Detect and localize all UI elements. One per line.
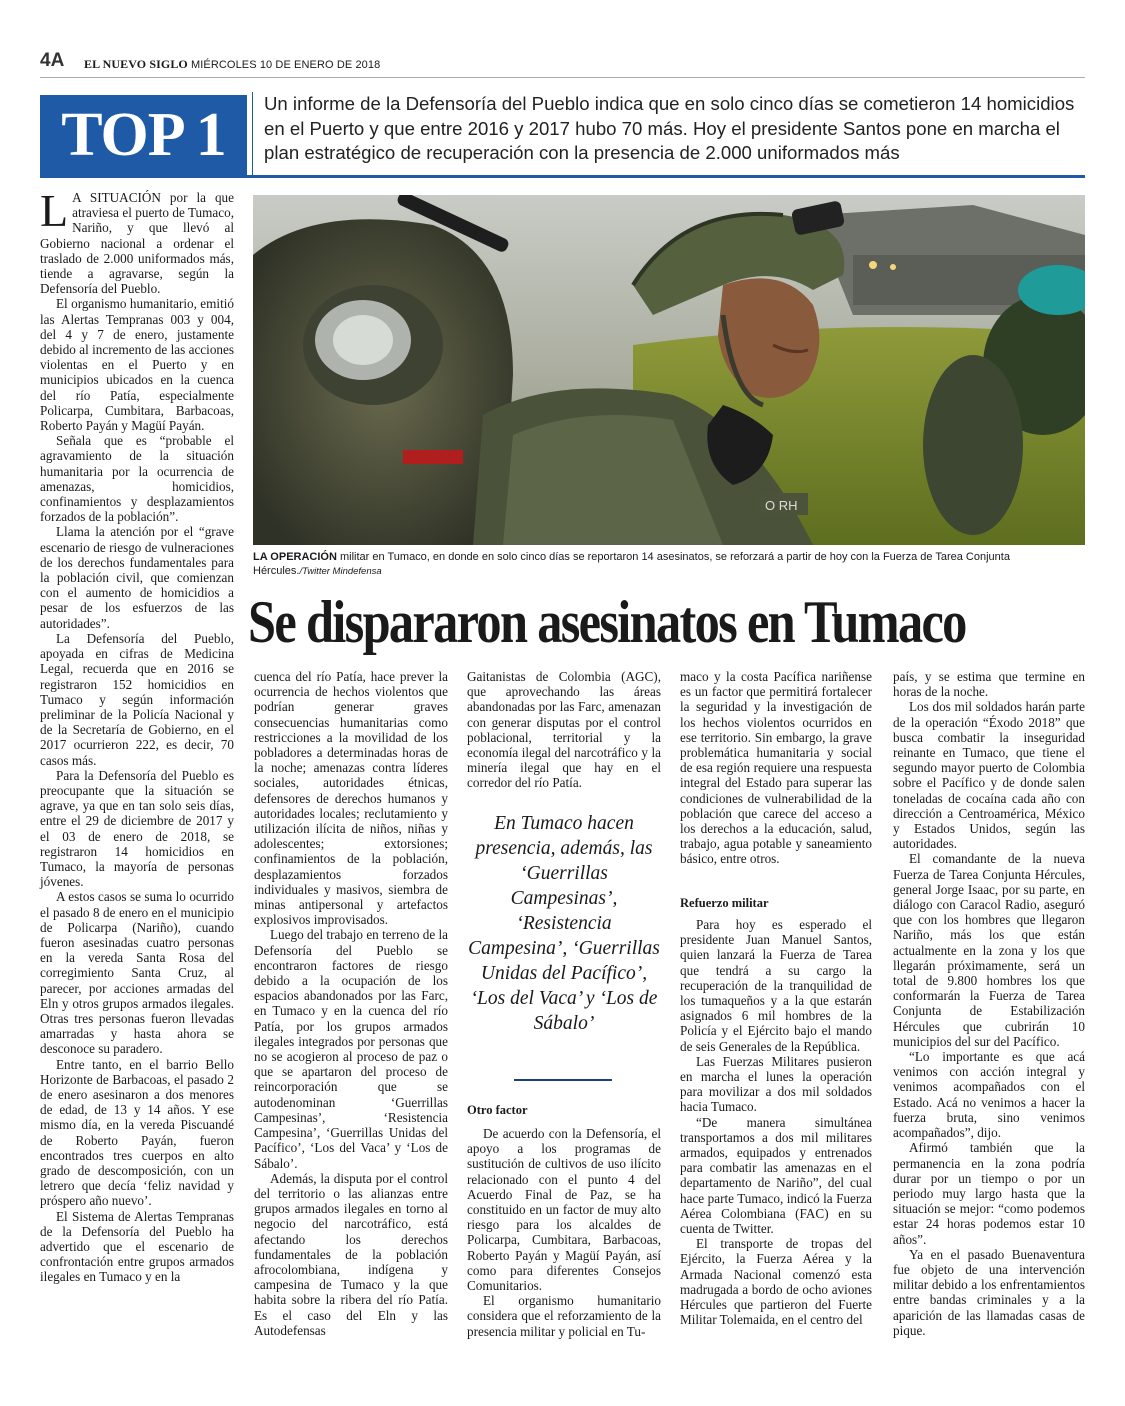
issue-date: MIÉRCOLES 10 DE ENERO DE 2018 — [190, 59, 381, 71]
paragraph: Señala que es “probable el agravamiento de la situación humanitaria por la ocurrencia de amenazas, homicidios, confinamientos y desplazamientos forzados de la población”. — [40, 433, 234, 525]
paragraph: La Defensoría del Pueblo, apoyada en cifras de Medicina Legal, recuerda que en 2016 se registraron 152 homicidios en Tumaco y según información preliminar de la Policía Nacional y de la Secretaría de Gobierno, en el 2017 ocurrieron 222, es decir, 70 casos más. — [40, 630, 234, 768]
top-badge: TOP 1 — [40, 95, 247, 175]
publication-name: EL NUEVO SIGLO — [84, 57, 188, 71]
subhead-otro-factor: Otro factor — [467, 1103, 528, 1117]
paragraph: El organismo humanitario, emitió las Alertas Tempranas 003 y 004, del 4 y 7 de enero, justamente debido al incremento de las acciones violentas en el Puerto y en municipios ubicados en la cuenca del río Patía, especialmente Policarpa, Cumbitara, Barbacoas, Roberto Payán y Magüí Payán. — [40, 296, 234, 434]
paragraph: A estos casos se suma lo ocurrido el pasado 8 de enero en el municipio de Policarpa (Nariño), cuando fueron asesinadas cuatro personas en la vereda Santa Rosa del corregimiento Santa Cruz, al parecer, por acciones armadas del Eln y otros grupos armados ilegales. Otras tres personas fueron llevadas amarradas y hasta ahora se desconoce su paradero. — [40, 889, 234, 1057]
drop-cap: L — [40, 185, 69, 236]
article-summary: Un informe de la Defensoría del Pueblo indica que en solo cinco días se cometieron 14 homicidios en el Puerto y que entre 2016 y 2017 hubo 70 más. Hoy el presidente Santos pone en marcha el plan estratégico de recuperación con la presencia de 2.000 uniformados más — [264, 93, 1075, 163]
article-photo — [253, 195, 1085, 545]
paragraph: De acuerdo con la Defensoría, el apoyo a los programas de sustitución de cultivos de uso ilícito relacionado con el punto 4 del Acuerdo Final de Paz, se ha constituido en un factor de muy alto riesgo para los alcaldes de Policarpa, Cumbitara, Barbacoas, Roberto Payán y Magüí Payán, así como para diferentes Consejos Comunitarios. — [467, 1126, 661, 1294]
caption-text: militar en Tumaco, en donde en solo cinco días se reportaron 14 asesinatos, se reforzará a partir de hoy con la Fuerza de Tarea Conjunta Hércules. — [253, 551, 1010, 577]
paragraph: maco y la costa Pacífica nariñense es un factor que permitirá fortalecer la seguridad y la investigación de los hechos violentos ocurridos en ese territorio. Sin embargo, la grave problemática humanitaria y social de esa región requiere una respuesta integral del Estado para superar las condiciones de vulnerabilidad de la población que carece del acceso a los derechos a la educación, salud, trabajo, agua potable y saneamiento básico, entre otros. — [680, 669, 872, 867]
paragraph: Las Fuerzas Militares pusieron en marcha el lunes la operación para movilizar a dos mil soldados hacia Tumaco. — [680, 1053, 872, 1115]
pull-quote-rule — [514, 1079, 612, 1081]
masthead — [84, 57, 380, 72]
paragraph: cuenca del río Patía, hace prever la ocurrencia de hechos violentos que podrían generar graves consecuencias humanitarias como restricciones a la movilidad de los pobladores a determinadas horas de la noche; amenazas contra líderes sociales, autoridades étnicas, defensores de derechos humanos y autoridades locales; reclutamiento y utilización ilícita de niños, niñas y adolescentes; extorsiones; confinamientos de la población, desplazamientos forzados individuales y masivos, siembra de minas antipersonal y artefactos explosivos improvisados. — [254, 669, 448, 928]
paragraph: “De manera simultánea transportamos a dos mil militares armados, equipados y entrenados para combatir las amenazas en el departamento de Nariño”, del cual hace parte Tumaco, indicó la Fuerza Aérea Colombiana (FAC) en su cuenta de Twitter. — [680, 1114, 872, 1237]
column-5 — [893, 669, 1085, 1338]
header-rule — [40, 77, 1085, 78]
paragraph: Ya en el pasado Buenaventura fue objeto de una intervención militar debido a los enfrentamientos entre bandas criminales y a la aparición de las llamadas casas de pique. — [893, 1246, 1085, 1338]
top-box-divider — [252, 92, 253, 176]
page-number: 4A — [40, 50, 65, 71]
paragraph: Para la Defensoría del Pueblo es preocupante que la situación se agrave, ya que en tan solo seis días, entre el 29 de diciembre de 2017 y el 03 de enero de 2018, se registraron 14 homicidios en Tumaco, la mayoría de personas jóvenes. — [40, 767, 234, 890]
paragraph: El organismo humanitario considera que el reforzamiento de la presencia militar y policial en Tu- — [467, 1293, 661, 1339]
top-box-rule — [40, 175, 1085, 178]
column-1 — [40, 185, 234, 1285]
photo-caption — [253, 550, 1085, 579]
paragraph: El transporte de tropas del Ejército, la Fuerza Aérea y la Armada Nacional comenzó esta madrugada a bordo de ocho aviones Hércules que partieron del Fuerte Militar Tolemaida, en el centro del — [680, 1236, 872, 1328]
column-3 — [467, 669, 661, 791]
paragraph: El Sistema de Alertas Tempranas de la Defensoría del Pueblo ha advertido que el escenario de confrontación entre grupos armados ilegales en Tumaco y en la — [40, 1208, 234, 1285]
headline: Se dispararon asesinatos en Tumaco — [248, 589, 966, 655]
pull-quote: En Tumaco hacen presencia, además, las ‘Guerrillas Campesinas’, ‘Resistencia Campesina’, ‘Guerrillas Unidas del Pacífico’, ‘Los del Vaca’ y ‘Los de Sábalo’ — [468, 813, 660, 1034]
photo-credit: /Twitter Mindefensa — [299, 566, 382, 577]
column-3-continued — [467, 1126, 661, 1339]
paragraph: Además, la disputa por el control del territorio o las alianzas entre grupos armados ilegales en torno al negocio del narcotráfico, está afectando los derechos fundamentales de la población afrocolombiana, indígena y campesina de Tumaco y la que habita sobre la ribera del río Patía. Es el caso del Eln y las Autodefensas — [254, 1170, 448, 1338]
paragraph: “Lo importante es que acá venimos con acción integral y venimos acompañados con el Estado. Acá no venimos a hacer la fuerza bruta, sino venimos acompañados”, dijo. — [893, 1049, 1085, 1141]
subhead-refuerzo-militar: Refuerzo militar — [680, 896, 769, 910]
paragraph: Luego del trabajo en terreno de la Defensoría del Pueblo se encontraron factores de riesgo debido a la ocupación de los espacios abandonados por las Farc, en Tumaco y en la cuenca del río Patía, por los grupos armados ilegales integrados por personas que no se acogieron al proceso de paz o que se apartaron del proceso de reincorporación que se autodenominan ‘Guerrillas Campesinas’, ‘Resistencia Campesina’, ‘Guerrillas Unidas del Pacífico’, ‘Los del Vaca’ y ‘Los de Sábalo’. — [254, 927, 448, 1171]
column-4 — [680, 669, 872, 867]
paragraph: Afirmó también que la permanencia en la zona podría durar por un tiempo o por un periodo muy largo hasta que la situación se mejor: “como podemos estar 24 horas podemos estar 10 años”. — [893, 1140, 1085, 1247]
paragraph: Llama la atención por el “grave escenario de riesgo de vulneraciones de los derechos fundamentales para la población civil, que comienzan con el aumento de homicidios a pesar de los esfuerzos de las autoridades”. — [40, 524, 234, 631]
paragraph: Gaitanistas de Colombia (AGC), que aprovechando las áreas abandonadas por las Farc, amenazan con generar disputas por el control poblacional, territorial y la economía ilegal del narcotráfico y la minería ilegal que hay en el corredor del río Patía. — [467, 669, 661, 791]
paragraph: El comandante de la nueva Fuerza de Tarea Conjunta Hércules, general Jorge Isaac, por su parte, en diálogo con Caracol Radio, aseguró que con los hombres que llegaron Nariño, más los que están actualmente en la zona y los que llegarán próximamente, será un total de 9.800 hombres los que conformarán la Fuerza de Tarea Conjunta de Estabilización Hércules que cubrirán 10 municipios del sur del Pacífico. — [893, 851, 1085, 1049]
lead-paragraph: L A SITUACIÓN por la que atraviesa el puerto de Tumaco, Nariño, y que llevó al Gobierno nacional a ordenar el traslado de 2.000 uniformados más, tiende a agravarse, según la Defensoría del Pueblo. — [40, 185, 234, 297]
paragraph: país, y se estima que termine en horas de la noche. — [893, 669, 1085, 700]
column-4-continued — [680, 917, 872, 1327]
paragraph: Entre tanto, en el barrio Bello Horizonte de Barbacoas, el pasado 2 de enero asesinaron a dos menores de edad, de 13 y 14 años. Y ese mismo día, en la vereda Piscuandé de Roberto Payán, fueron encontrados tres cuerpos en alto grado de descomposición, con un letrero que decía ‘feliz navidad y próspero año nuevo’. — [40, 1056, 234, 1209]
paragraph: Los dos mil soldados harán parte de la operación “Éxodo 2018” que busca combatir la inseguridad reinante en Tumaco, que tiene el segundo mayor puerto de Colombia sobre el Pacífico y de donde salen toneladas de cocaína cada año con dirección a Centroamérica, México y Estados Unidos, según las autoridades. — [893, 699, 1085, 852]
vest-label: O RH — [765, 498, 798, 513]
column-2 — [254, 669, 448, 1338]
paragraph: Para hoy es esperado el presidente Juan Manuel Santos, quien lanzará la Fuerza de Tarea que tendrá a su cargo la recuperación de la tranquilidad de los tumaqueños y a la que estarán asignados 6 mil hombres de la Policía y el Ejército bajo el mando de seis Generales de la República. — [680, 917, 872, 1054]
caption-label: LA OPERACIÓN — [253, 551, 337, 563]
